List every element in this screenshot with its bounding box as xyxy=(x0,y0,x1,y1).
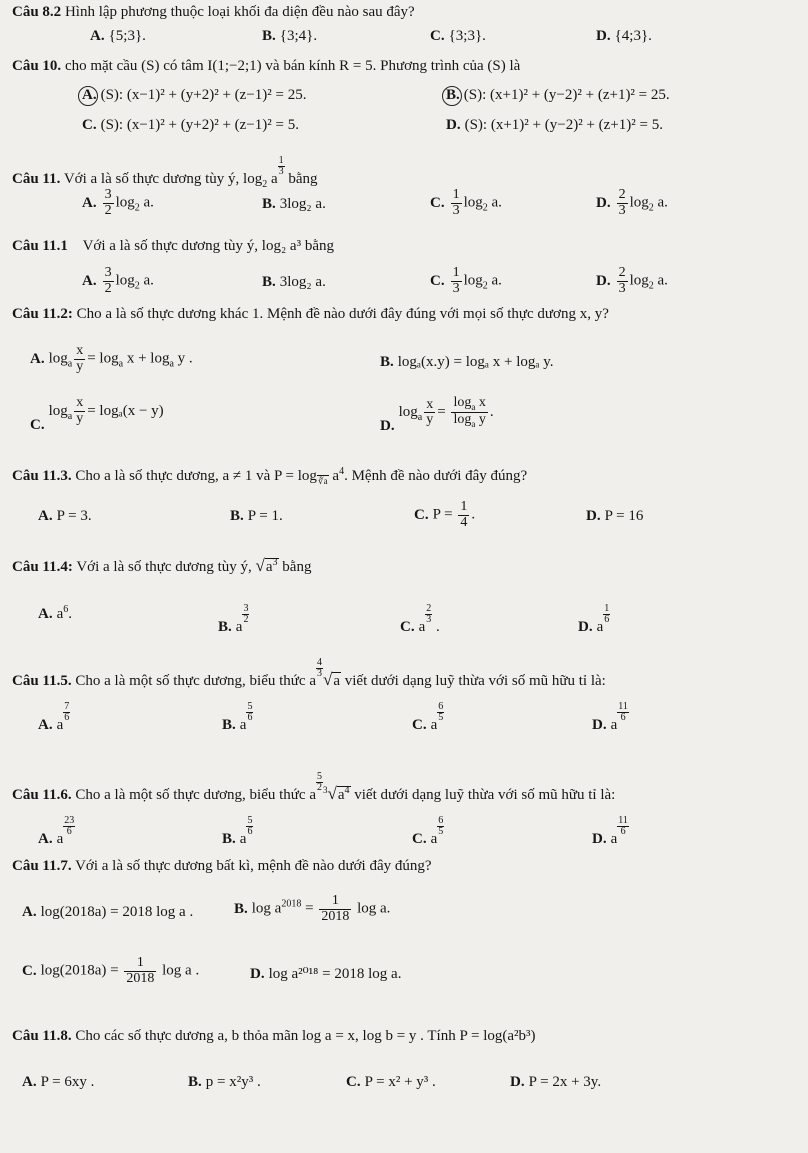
option-a[interactable]: A. a $^{\frac{7}{6}}$ xyxy=(38,701,70,733)
option-d[interactable]: D. (S): (x+1)² + (y−2)² + (z+1)² = 5. xyxy=(446,117,663,133)
option-d[interactable]: D. P = 16 xyxy=(586,508,644,524)
question-11-8: Câu 11.8. Cho các số thực dương a, b thỏa mãn log a = x, log b = y . Tính P = log(a²b³) xyxy=(12,1028,536,1044)
option-c[interactable]: C. a $^{\frac{6}{5}}$ xyxy=(412,815,444,847)
option-b[interactable]: B. a $^{\frac{5}{6}}$ xyxy=(222,815,253,847)
option-c[interactable]: C. (S): (x−1)² + (y+2)² + (z−1)² = 5. xyxy=(82,117,299,133)
question-10: Câu 10. cho mặt cầu (S) có tâm I(1;−2;1) và bán kính R = 5. Phương trình của (S) là xyxy=(12,58,521,74)
option-b[interactable]: B. logₐ(x.y) = logₐ x + logₐ y. xyxy=(380,354,554,370)
option-a[interactable]: A. $\frac{3}{2}$ $\log_2 a$. xyxy=(82,265,154,296)
option-c[interactable]: $C.\log_a$ $\frac{x}{y}$ = logₐ(x − y) xyxy=(30,395,164,433)
option-b[interactable]: B. $\log a^{2018}$ = $\frac{1}{2018}$ log a. xyxy=(234,893,391,924)
option-c[interactable]: C. P = x² + y³ . xyxy=(346,1074,436,1090)
option-c[interactable]: C. {3;3}. xyxy=(430,28,486,44)
option-c[interactable]: C. a $^{\frac{6}{5}}$ xyxy=(412,701,444,733)
power-expression: a $^{\frac{5}{2}}$ $^3√a^4$ xyxy=(309,771,350,803)
question-number: Câu 8.2 xyxy=(12,4,62,20)
log-expression: $\log_2 a$ $^{\frac{1}{3}}$ xyxy=(243,155,284,190)
option-a[interactable]: A. $\frac{3}{2}$ $\log_2 a$. xyxy=(82,187,154,218)
option-d[interactable]: D. P = 2x + 3y. xyxy=(510,1074,602,1090)
sqrt-expression: $√a^3$ xyxy=(255,556,278,575)
question-11-2: Câu 11.2: Cho a là số thực dương khác 1. Mệnh đề nào dưới đây đúng với mọi số thực dương x, y? xyxy=(12,306,609,322)
option-d[interactable]: $D.\log_a$ $\frac{x}{y}$ = $\frac{\log_a x}{\log_a y}$ . xyxy=(380,395,494,435)
option-a[interactable]: A. log(2018a) = 2018 log a . xyxy=(22,904,194,920)
option-d[interactable]: D. $\frac{2}{3}$ $\log_2 a$. xyxy=(596,187,668,218)
option-b[interactable]: B. p = x²y³ . xyxy=(188,1074,261,1090)
option-d[interactable]: D. a $^{\frac{11}{6}}$ xyxy=(592,701,628,733)
question-11: Câu 11. Với a là số thực dương tùy ý, $\log_2 a$ $^{\frac{1}{3}}$ bằng xyxy=(12,155,318,190)
option-a[interactable]: A. {5;3}. xyxy=(90,28,146,44)
option-c[interactable]: C. P = $\frac{1}{4}$ . xyxy=(414,499,476,530)
option-a[interactable]: A. P = 6xy . xyxy=(22,1074,95,1090)
question-11-6: Câu 11.6. Cho a là một số thực dương, biểu thức a $^{\frac{5}{2}}$ $^3√a^4$ viết dưới dạng luỹ thừa với số mũ hữu tỉ là: xyxy=(12,771,616,803)
option-b[interactable]: B. P = 1. xyxy=(230,508,283,524)
option-a[interactable]: A. $a^6$. xyxy=(38,604,73,622)
question-11-5: Câu 11.5. Cho a là một số thực dương, biểu thức a $^{\frac{4}{3}}$ √a viết dưới dạng luỹ thừa với số mũ hữu tỉ là: xyxy=(12,657,606,689)
option-a[interactable]: A. $\log_a$ $\frac{x}{y}$ = $\log_a x + \log_a y$ . xyxy=(30,343,193,374)
option-b[interactable]: B. a $^{\frac{3}{2}}$ xyxy=(218,603,249,635)
option-d[interactable]: D. {4;3}. xyxy=(596,28,652,44)
option-c[interactable]: C. $\frac{1}{3}$ $\log_2 a$. xyxy=(430,265,502,296)
option-a[interactable]: A. a $^{\frac{23}{6}}$ xyxy=(38,815,75,847)
option-d[interactable]: D. $\frac{2}{3}$ $\log_2 a$. xyxy=(596,265,668,296)
question-11-7: Câu 11.7. Với a là số thực dương bất kì, mệnh đề nào dưới đây đúng? xyxy=(12,858,432,874)
option-b[interactable]: B. a $^{\frac{5}{6}}$ xyxy=(222,701,253,733)
question-11-1: Câu 11.1 Với a là số thực dương tùy ý, log₂ a³ bằng xyxy=(12,238,334,254)
question-8-2 xyxy=(12,4,415,21)
option-a[interactable]: A. (S): (x−1)² + (y+2)² + (z−1)² = 25. xyxy=(82,87,307,103)
option-c[interactable]: C. $\frac{1}{3}$ $\log_2 a$. xyxy=(430,187,502,218)
question-11-3: Câu 11.3. Cho a là số thực dương, a ≠ 1 và $P = \log_{∛a} a^4$. Mệnh đề nào dưới đây đúng? xyxy=(12,466,528,486)
power-expression: a $^{\frac{4}{3}}$ √a xyxy=(309,657,341,689)
option-a[interactable]: A. P = 3. xyxy=(38,508,92,524)
question-text: Hình lập phương thuộc loại khối đa diện đều nào sau đây? xyxy=(64,4,415,20)
option-b[interactable]: B. (S): (x+1)² + (y−2)² + (z+1)² = 25. xyxy=(446,87,670,103)
option-d[interactable]: D. a $^{\frac{1}{6}}$ xyxy=(578,603,610,635)
option-c[interactable]: C. log(2018a) = $\frac{1}{2018}$ log a . xyxy=(22,955,200,986)
option-d[interactable]: D. a $^{\frac{11}{6}}$ xyxy=(592,815,628,847)
option-b[interactable]: B. 3log₂ a. xyxy=(262,196,326,212)
option-c[interactable]: C. a $^{\frac{2}{3}}$ . xyxy=(400,603,440,635)
option-b[interactable]: B. 3log₂ a. xyxy=(262,274,326,290)
option-b[interactable]: B. {3;4}. xyxy=(262,28,318,44)
question-11-4: Câu 11.4: Với a là số thực dương tùy ý, $√a^3$ bằng xyxy=(12,556,312,575)
option-d[interactable]: D. log a²⁰¹⁸ = 2018 log a. xyxy=(250,966,402,982)
